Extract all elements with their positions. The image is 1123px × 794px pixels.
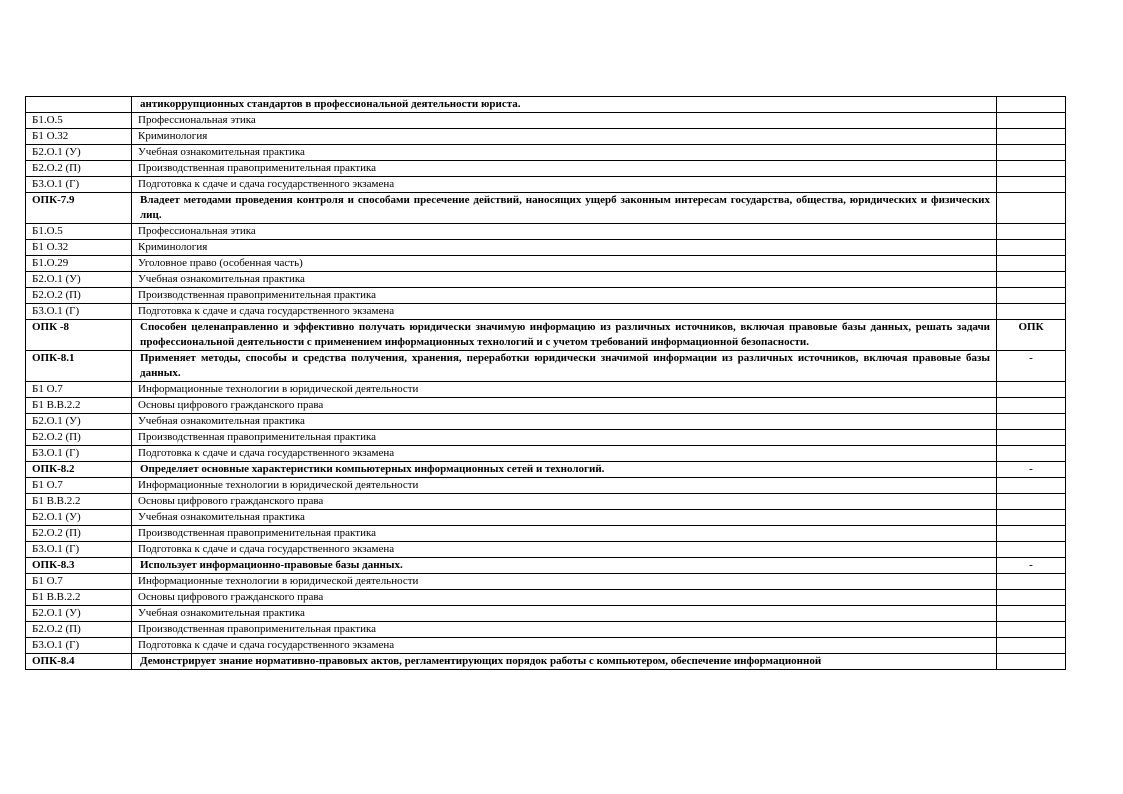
row-code-cell: Б2.О.2 (П) [26, 288, 132, 304]
row-code-cell: Б1 О.7 [26, 574, 132, 590]
row-code-cell: Б3.О.1 (Г) [26, 177, 132, 193]
row-description-cell: Информационные технологии в юридической деятельности [132, 478, 997, 494]
row-description-cell: Подготовка к сдаче и сдача государственного экзамена [132, 177, 997, 193]
row-code-cell: Б2.О.1 (У) [26, 272, 132, 288]
row-mark-cell [997, 304, 1066, 320]
row-code-cell: ОПК-8.2 [26, 462, 132, 478]
competency-row [26, 97, 1066, 113]
row-code-cell: Б2.О.1 (У) [26, 510, 132, 526]
row-mark-cell [997, 256, 1066, 272]
discipline-row [26, 304, 1066, 320]
row-code-cell: Б2.О.2 (П) [26, 161, 132, 177]
discipline-row [26, 398, 1066, 414]
row-description-cell: Криминология [132, 240, 997, 256]
row-code-cell: ОПК-8.1 [26, 351, 132, 382]
row-description-cell: Использует информационно-правовые базы данных. [132, 558, 997, 574]
row-mark-cell [997, 224, 1066, 240]
row-mark-cell [997, 446, 1066, 462]
row-description-cell: Основы цифрового гражданского права [132, 590, 997, 606]
row-description-cell: Производственная правоприменительная практика [132, 288, 997, 304]
competency-row [26, 193, 1066, 224]
row-mark-cell [997, 510, 1066, 526]
row-code-cell: Б2.О.2 (П) [26, 622, 132, 638]
row-code-cell: Б2.О.1 (У) [26, 414, 132, 430]
row-description-cell: Учебная ознакомительная практика [132, 145, 997, 161]
row-code-cell: Б3.О.1 (Г) [26, 638, 132, 654]
row-mark-cell [997, 97, 1066, 113]
discipline-row [26, 622, 1066, 638]
row-mark-cell: - [997, 462, 1066, 478]
row-description-cell: Определяет основные характеристики компьютерных информационных сетей и технологий. [132, 462, 997, 478]
row-mark-cell [997, 398, 1066, 414]
row-code-cell: Б1 В.В.2.2 [26, 494, 132, 510]
competency-row [26, 320, 1066, 351]
row-description-cell: Демонстрирует знание нормативно-правовых актов, регламентирующих порядок работы с компьютером, обеспечение информационной [132, 654, 997, 670]
row-mark-cell [997, 590, 1066, 606]
row-description-cell: Информационные технологии в юридической деятельности [132, 382, 997, 398]
discipline-row [26, 145, 1066, 161]
row-code-cell: Б2.О.2 (П) [26, 526, 132, 542]
row-code-cell: Б1 В.В.2.2 [26, 590, 132, 606]
row-code-cell: Б1 О.32 [26, 129, 132, 145]
row-description-cell: Учебная ознакомительная практика [132, 510, 997, 526]
row-mark-cell [997, 288, 1066, 304]
row-mark-cell [997, 606, 1066, 622]
discipline-row [26, 478, 1066, 494]
row-code-cell: ОПК -8 [26, 320, 132, 351]
row-mark-cell [997, 240, 1066, 256]
row-description-cell: Учебная ознакомительная практика [132, 272, 997, 288]
row-code-cell: Б1 О.32 [26, 240, 132, 256]
row-mark-cell: - [997, 351, 1066, 382]
row-mark-cell [997, 430, 1066, 446]
row-mark-cell [997, 654, 1066, 670]
discipline-row [26, 272, 1066, 288]
row-mark-cell [997, 542, 1066, 558]
row-code-cell: Б1.О.29 [26, 256, 132, 272]
row-mark-cell: - [997, 558, 1066, 574]
row-description-cell: Владеет методами проведения контроля и способами пресечение действий, наносящих ущерб законным интересам государства, общества, юридических и физических лиц. [132, 193, 997, 224]
row-mark-cell [997, 494, 1066, 510]
row-code-cell: Б3.О.1 (Г) [26, 304, 132, 320]
row-mark-cell [997, 272, 1066, 288]
row-description-cell: Способен целенаправленно и эффективно получать юридически значимую информацию из различных источников, включая правовые базы данных, решать задачи профессиональной деятельности с применением информационных технологий и с учетом требований информационной безопасности. [132, 320, 997, 351]
competency-row [26, 462, 1066, 478]
row-mark-cell [997, 478, 1066, 494]
row-description-cell: Информационные технологии в юридической деятельности [132, 574, 997, 590]
discipline-row [26, 288, 1066, 304]
row-code-cell: Б1 О.7 [26, 382, 132, 398]
row-code-cell: Б1 О.7 [26, 478, 132, 494]
row-mark-cell [997, 382, 1066, 398]
row-description-cell: Криминология [132, 129, 997, 145]
discipline-row [26, 177, 1066, 193]
discipline-row [26, 638, 1066, 654]
row-mark-cell [997, 129, 1066, 145]
row-mark-cell [997, 574, 1066, 590]
discipline-row [26, 574, 1066, 590]
discipline-row [26, 382, 1066, 398]
row-code-cell: ОПК-7.9 [26, 193, 132, 224]
discipline-row [26, 129, 1066, 145]
competency-row [26, 654, 1066, 670]
discipline-row [26, 224, 1066, 240]
discipline-row [26, 240, 1066, 256]
discipline-row [26, 446, 1066, 462]
row-description-cell: Подготовка к сдаче и сдача государственного экзамена [132, 542, 997, 558]
row-description-cell: Уголовное право (особенная часть) [132, 256, 997, 272]
row-mark-cell [997, 526, 1066, 542]
discipline-row [26, 526, 1066, 542]
discipline-row [26, 590, 1066, 606]
row-mark-cell [997, 414, 1066, 430]
row-code-cell: Б1 В.В.2.2 [26, 398, 132, 414]
discipline-row [26, 430, 1066, 446]
row-description-cell: Производственная правоприменительная практика [132, 526, 997, 542]
row-code-cell [26, 97, 132, 113]
row-code-cell: Б1.О.5 [26, 224, 132, 240]
row-code-cell: Б3.О.1 (Г) [26, 446, 132, 462]
row-code-cell: Б2.О.2 (П) [26, 430, 132, 446]
row-description-cell: Производственная правоприменительная практика [132, 161, 997, 177]
row-description-cell: Производственная правоприменительная практика [132, 430, 997, 446]
competency-table [25, 96, 1066, 670]
row-mark-cell [997, 622, 1066, 638]
row-mark-cell [997, 193, 1066, 224]
row-description-cell: Учебная ознакомительная практика [132, 414, 997, 430]
table-body [26, 97, 1066, 670]
row-description-cell: Подготовка к сдаче и сдача государственного экзамена [132, 446, 997, 462]
row-description-cell: Профессиональная этика [132, 224, 997, 240]
discipline-row [26, 542, 1066, 558]
row-description-cell: Основы цифрового гражданского права [132, 398, 997, 414]
row-mark-cell [997, 177, 1066, 193]
row-mark-cell [997, 145, 1066, 161]
row-code-cell: ОПК-8.3 [26, 558, 132, 574]
row-mark-cell [997, 113, 1066, 129]
discipline-row [26, 510, 1066, 526]
row-code-cell: Б2.О.1 (У) [26, 606, 132, 622]
discipline-row [26, 494, 1066, 510]
discipline-row [26, 256, 1066, 272]
row-description-cell: Применяет методы, способы и средства получения, хранения, переработки юридически значимой информации из различных источников, включая правовые базы данных. [132, 351, 997, 382]
row-description-cell: Профессиональная этика [132, 113, 997, 129]
row-description-cell: Производственная правоприменительная практика [132, 622, 997, 638]
discipline-row [26, 161, 1066, 177]
discipline-row [26, 113, 1066, 129]
competency-row [26, 351, 1066, 382]
row-code-cell: Б1.О.5 [26, 113, 132, 129]
row-mark-cell [997, 638, 1066, 654]
row-description-cell: Подготовка к сдаче и сдача государственного экзамена [132, 638, 997, 654]
row-description-cell: антикоррупционных стандартов в профессиональной деятельности юриста. [132, 97, 997, 113]
row-code-cell: Б2.О.1 (У) [26, 145, 132, 161]
row-description-cell: Подготовка к сдаче и сдача государственного экзамена [132, 304, 997, 320]
row-code-cell: ОПК-8.4 [26, 654, 132, 670]
row-description-cell: Основы цифрового гражданского права [132, 494, 997, 510]
row-mark-cell: ОПК [997, 320, 1066, 351]
discipline-row [26, 606, 1066, 622]
row-mark-cell [997, 161, 1066, 177]
competency-row [26, 558, 1066, 574]
row-code-cell: Б3.О.1 (Г) [26, 542, 132, 558]
row-description-cell: Учебная ознакомительная практика [132, 606, 997, 622]
discipline-row [26, 414, 1066, 430]
